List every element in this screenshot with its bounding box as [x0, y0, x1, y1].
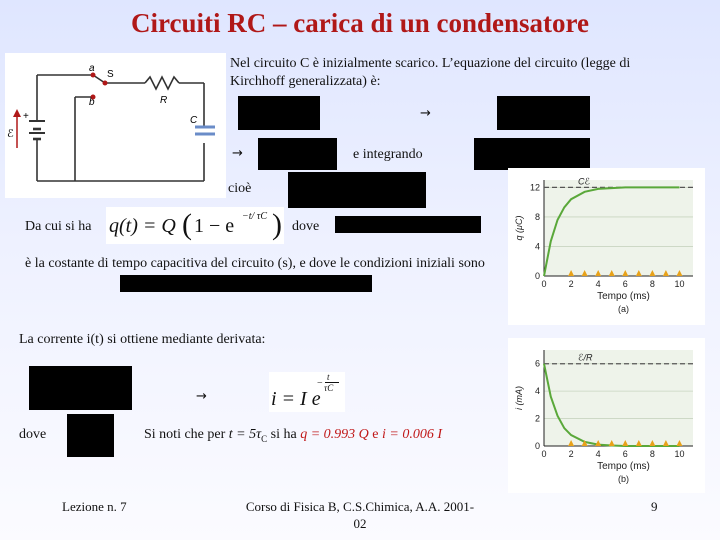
x-tick-label: 8	[649, 279, 655, 289]
noti-tau: τ	[256, 427, 262, 442]
chart-current	[508, 338, 705, 493]
q-formula-paren-open: (	[182, 208, 192, 241]
circuit-diagram	[5, 53, 226, 198]
y-tick-label: 2	[534, 413, 540, 424]
dove-text-2: dove	[19, 427, 47, 442]
x-tick-label: 4	[595, 279, 601, 289]
arrow-right-icon: →	[420, 106, 431, 121]
panel-label: (b)	[618, 474, 629, 484]
footer-left: Lezione n. 7	[62, 499, 127, 514]
noti-q-part: q = 0.993 Q	[300, 427, 369, 442]
equation-redacted-7	[120, 275, 372, 292]
footer-center: Corso di Fisica B, C.S.Chimica, A.A. 2001-02	[245, 499, 475, 531]
label-emf: ℰ	[7, 128, 14, 140]
x-axis-label: Tempo (ms)	[597, 461, 650, 472]
q-formula-paren-close: )	[272, 208, 282, 241]
x-axis-label: Tempo (ms)	[597, 291, 650, 302]
footer-page: 9	[651, 499, 658, 514]
intro-text: Nel circuito C è inizialmente scarico. L’equazione del circuito (legge di Kirchhoff generalizzata) è:	[230, 56, 631, 89]
costante-text: è la costante di tempo capacitiva del circuito (s), e dove le condizioni iniziali sono	[25, 256, 485, 271]
y-tick-label: 8	[534, 211, 540, 222]
asymptote-label: Cℰ	[578, 176, 590, 187]
dove-text-1: dove	[292, 219, 320, 234]
label-b: b	[89, 97, 95, 108]
noti-text	[144, 426, 442, 448]
noti-t-equals: t = 5	[228, 427, 257, 442]
noti-and: e	[368, 427, 382, 442]
equation-redacted-4	[474, 138, 590, 170]
chart-charge	[508, 168, 705, 325]
label-s: S	[107, 69, 114, 80]
da-cui-text: Da cui si ha	[25, 219, 92, 234]
corrente-text	[19, 331, 265, 349]
equation-redacted-9	[67, 414, 114, 457]
arrow-right-icon: →	[196, 389, 207, 404]
chart-charge-panel	[508, 168, 705, 325]
equation-redacted-6	[335, 216, 481, 233]
noti-prefix: Si noti che per	[144, 427, 229, 442]
label-c: C	[190, 115, 198, 126]
i-formula-lhs: i = I e	[271, 388, 321, 410]
i-formula-exp-num: t	[327, 372, 330, 382]
plot-area	[544, 180, 693, 276]
label-plus: +	[23, 111, 29, 122]
e-integrando-text: e integrando	[353, 147, 423, 162]
x-tick-label: 6	[622, 449, 628, 459]
emf-arrowhead	[13, 109, 21, 117]
arrow-right-icon: →	[232, 146, 243, 161]
y-tick-label: 4	[534, 386, 540, 397]
panel-label: (a)	[618, 304, 629, 314]
y-axis-label: q (μC)	[514, 215, 524, 241]
cioe-text: cioè	[228, 181, 252, 196]
equation-redacted-5	[288, 172, 426, 208]
q-formula-exponent: −t/ τC	[242, 211, 268, 222]
slide-title: Circuiti RC – carica di un condensatore	[131, 8, 589, 38]
asymptote-label: ℰ/R	[578, 352, 593, 363]
corrente-sentence: La corrente i(t) si ottiene mediante derivata:	[19, 332, 266, 347]
i-formula	[269, 372, 345, 412]
q-formula-lhs: q(t) = Q	[109, 215, 176, 237]
q-formula	[106, 207, 284, 244]
noti-i-part: i = 0.006 I	[381, 427, 442, 442]
y-tick-label: 0	[534, 441, 540, 451]
x-tick-label: 0	[541, 279, 547, 289]
switch-pivot	[103, 81, 108, 86]
y-axis-label: i (mA)	[514, 386, 524, 410]
equation-redacted-8	[29, 366, 132, 410]
equation-redacted-1	[238, 96, 320, 130]
x-tick-label: 2	[568, 449, 574, 459]
x-tick-label: 0	[541, 449, 547, 459]
i-formula-minus: −	[317, 378, 323, 389]
x-tick-label: 6	[622, 279, 628, 289]
equation-redacted-2	[497, 96, 590, 130]
noti-mid: si ha	[267, 427, 301, 442]
chart-current-panel	[508, 338, 705, 493]
y-tick-label: 12	[529, 182, 540, 193]
equation-redacted-3	[258, 138, 337, 170]
q-formula-one-minus-e: 1 − e	[194, 215, 235, 237]
x-tick-label: 8	[649, 449, 655, 459]
x-tick-label: 4	[595, 449, 601, 459]
i-formula-exp-den: τC	[324, 383, 334, 393]
circuit-svg	[5, 53, 226, 198]
x-tick-label: 10	[674, 279, 685, 289]
y-tick-label: 6	[534, 358, 540, 369]
x-tick-label: 10	[674, 449, 685, 459]
label-a: a	[89, 63, 95, 74]
label-r: R	[160, 95, 168, 106]
x-tick-label: 2	[568, 279, 574, 289]
noti-tau-sub: C	[261, 433, 268, 444]
y-tick-label: 0	[534, 271, 540, 281]
y-tick-label: 4	[534, 241, 540, 252]
